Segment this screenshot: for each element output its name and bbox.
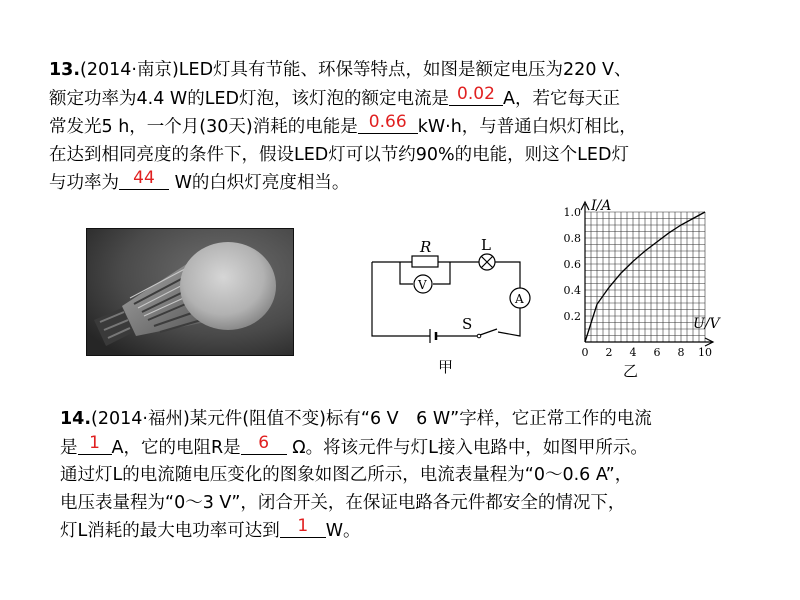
answer-text: 44 (133, 168, 155, 188)
q13-text: 额定功率为4.4 W的LED灯泡，该灯泡的额定电流是 (49, 88, 449, 109)
x-tick-label: 8 (677, 346, 685, 359)
question-13 (49, 57, 769, 198)
answer-text: 0.02 (457, 83, 495, 104)
figure-caption-yi: 乙 (623, 362, 639, 380)
q14-line-2 (60, 434, 780, 463)
question-14 (60, 406, 780, 546)
q13-text: A，若它每天正 (502, 88, 620, 109)
label-s: S (462, 315, 473, 333)
q13-line-4 (49, 142, 769, 170)
x-tick-label: 4 (629, 346, 637, 359)
q13-line-1 (49, 57, 769, 85)
x-tick-label: 10 (698, 346, 712, 359)
label-l: L (481, 236, 491, 254)
x-tick-label: 2 (605, 346, 613, 359)
circuit-diagram (360, 236, 540, 376)
graph-grid (585, 212, 705, 342)
q14-text: 电压表量程为“0～3 V”，闭合开关，在保证电路各元件都安全的情况下， (60, 492, 626, 513)
y-tick-label: 0.8 (563, 232, 581, 245)
q14-text: A，它的电阻R是 (111, 437, 241, 458)
q13-text: kW·h，与普通白炽灯相比， (417, 117, 637, 137)
q13-line-3 (49, 113, 769, 142)
q13-text: 在达到相同亮度的条件下，假设LED灯可以节约90%的电能，则这个LED灯 (49, 144, 629, 165)
q14-line-4 (60, 490, 780, 518)
y-tick-label: 0.4 (563, 284, 581, 297)
answer-blank (119, 169, 169, 190)
answer-blank (280, 517, 326, 538)
q13-text: (2014·南京)LED灯具有节能、环保等特点，如图是额定电压为220 V、 (80, 60, 632, 80)
x-tick-label: 0 (581, 346, 589, 359)
answer-text: 1 (297, 516, 309, 536)
q14-line-5 (60, 517, 780, 546)
answer-blank (358, 113, 418, 134)
led-bulb-photo (86, 228, 294, 356)
ammeter-symbol: A (515, 292, 524, 306)
q13-line-2 (49, 85, 769, 114)
q14-text: 灯L消耗的最大电功率可达到 (60, 521, 280, 541)
question-number: 13. (49, 60, 81, 80)
y-tick-label: 0.2 (563, 310, 581, 323)
q14-text: (2014·福州)某元件(阻值不变)标有“6 V 6 W”字样，它正常工作的电流 (91, 409, 652, 429)
label-r: R (420, 238, 432, 256)
q14-line-1 (60, 406, 780, 434)
iu-graph (555, 190, 725, 380)
q14-text: 通过灯L的电流随电压变化的图象如图乙所示，电流表量程为“0～0.6 A”， (60, 465, 633, 485)
q13-text: 常发光5 h，一个月(30天)消耗的电能是 (49, 117, 358, 137)
q14-line-3 (60, 462, 780, 490)
answer-blank (449, 85, 503, 106)
x-axis-label: U/V (693, 316, 720, 332)
q13-text: 与功率为 (49, 173, 119, 193)
q14-text: W。 (325, 521, 361, 541)
x-tick-label: 6 (653, 346, 661, 359)
voltmeter-symbol: V (418, 278, 427, 292)
answer-text: 6 (258, 432, 270, 453)
y-tick-label: 0.6 (563, 258, 581, 271)
q14-text: Ω。将该元件与灯L接入电路中，如图甲所示。 (286, 437, 648, 458)
answer-text: 0.66 (368, 112, 407, 132)
q13-text: W的白炽灯亮度相当。 (169, 173, 350, 193)
answer-text: 1 (89, 432, 100, 453)
question-number: 14. (60, 409, 92, 429)
y-tick-label: 1.0 (563, 206, 581, 219)
figure-caption-jia: 甲 (438, 358, 454, 376)
answer-blank (78, 434, 112, 455)
q14-text: 是 (60, 437, 78, 458)
answer-blank (241, 434, 287, 455)
y-axis-label: I/A (591, 198, 612, 214)
